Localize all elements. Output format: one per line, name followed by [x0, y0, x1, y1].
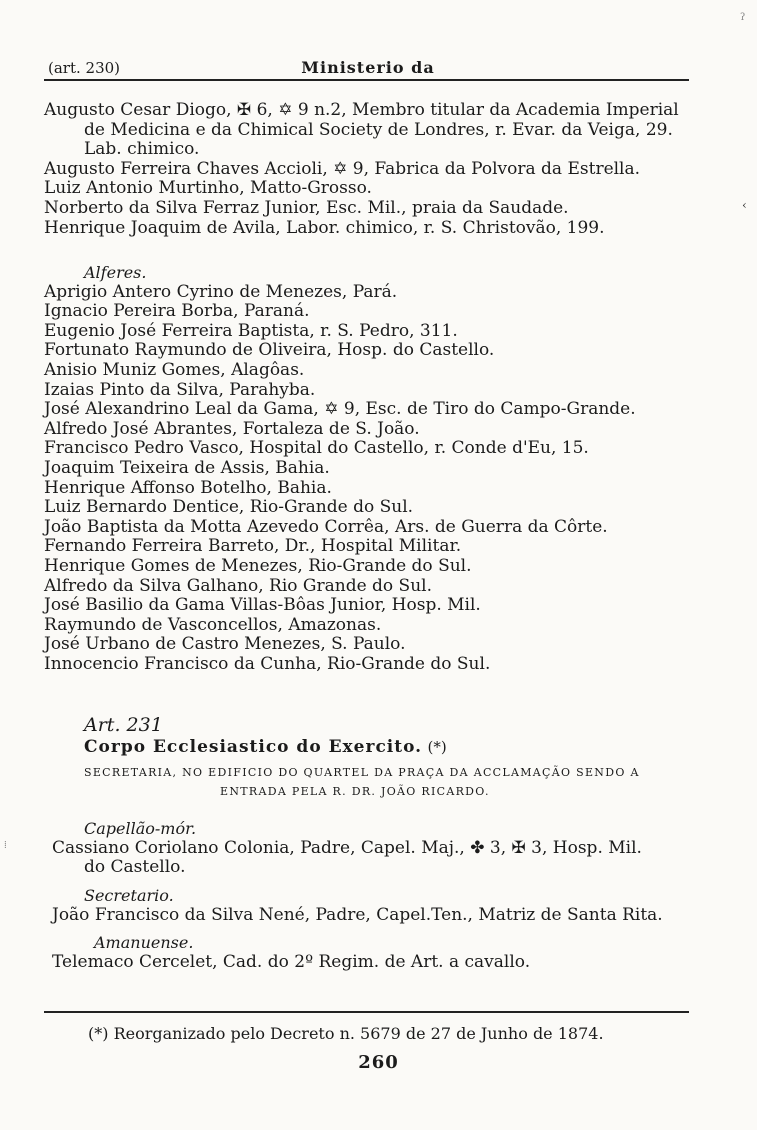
- alferes-entry: José Urbano de Castro Menezes, S. Paulo.: [44, 634, 406, 655]
- alferes-entry: Joaquim Teixeira de Assis, Bahia.: [44, 457, 330, 478]
- margin-mark: ⁞: [4, 840, 7, 851]
- alferes-entry: Fortunato Raymundo de Oliveira, Hosp. do Castello.: [44, 340, 495, 361]
- alferes-entry: Fernando Ferreira Barreto, Dr., Hospital Militar.: [44, 536, 462, 557]
- secretario-heading: Secretario.: [84, 885, 174, 905]
- alferes-entry: Henrique Gomes de Menezes, Rio-Grande do Sul.: [44, 555, 472, 576]
- footnote-marker: (*): [427, 737, 447, 756]
- margin-mark: ʔ: [740, 12, 746, 23]
- capellao-entry: Cassiano Coriolano Colonia, Padre, Capel. Maj., ✤ 3, ✠ 3, Hosp. Mil.: [52, 837, 642, 858]
- header-rule: [44, 79, 689, 81]
- corpo-heading-row: [44, 738, 694, 758]
- amanuense-heading: Amanuense.: [94, 933, 194, 953]
- header-article-ref: (art. 230): [48, 59, 121, 77]
- entry-line: Augusto Cesar Diogo, ✠ 6, ✡ 9 n.2, Membro titular da Academia Imperial: [44, 100, 679, 120]
- amanuense-entry: Telemaco Cercelet, Cad. do 2º Regim. de Art. a cavallo.: [52, 951, 531, 972]
- alferes-entry: Innocencio Francisco da Cunha, Rio-Grande do Sul.: [44, 653, 491, 674]
- section-entries: [44, 101, 694, 238]
- corpo-heading: Corpo Ecclesiastico do Exercito.: [84, 736, 423, 757]
- entry-line: de Medicina e da Chimical Society de Londres, r. Evar. da Veiga, 29.: [84, 119, 673, 140]
- secretario-entry: João Francisco da Silva Nené, Padre, Capel.Ten., Matriz de Santa Rita.: [52, 904, 663, 925]
- entry-line: Henrique Joaquim de Avila, Labor. chimico, r. S. Christovão, 199.: [44, 217, 605, 238]
- secretaria-address-line: ENTRADA PELA R. DR. JOÃO RICARDO.: [220, 785, 490, 799]
- entry-line: Augusto Ferreira Chaves Accioli, ✡ 9, Fabrica da Polvora da Estrella.: [44, 158, 641, 179]
- alferes-entry: Raymundo de Vasconcellos, Amazonas.: [44, 614, 382, 635]
- alferes-entry: José Basilio da Gama Villas-Bôas Junior, Hosp. Mil.: [44, 595, 481, 616]
- margin-mark: ‹: [742, 198, 747, 212]
- alferes-heading: Alferes.: [84, 263, 147, 282]
- alferes-entry: Aprigio Antero Cyrino de Menezes, Pará.: [44, 281, 398, 302]
- header-title: Ministerio da: [301, 58, 435, 77]
- alferes-entry: Alfredo José Abrantes, Fortaleza de S. João.: [44, 418, 420, 439]
- alferes-entry: José Alexandrino Leal da Gama, ✡ 9, Esc. de Tiro do Campo-Grande.: [44, 399, 636, 420]
- alferes-entry: Henrique Affonso Botelho, Bahia.: [44, 477, 332, 498]
- entry-line: Norberto da Silva Ferraz Junior, Esc. Mil., praia da Saudade.: [44, 197, 569, 218]
- footnote: (*) Reorganizado pelo Decreto n. 5679 de 27 de Junho de 1874.: [88, 1024, 604, 1043]
- page-number: 260: [358, 1052, 399, 1073]
- footnote-rule: [44, 1011, 689, 1013]
- alferes-entry: Alfredo da Silva Galhano, Rio Grande do Sul.: [44, 575, 432, 596]
- alferes-entry: Eugenio José Ferreira Baptista, r. S. Pedro, 311.: [44, 320, 458, 341]
- secretaria-address-line: SECRETARIA, NO EDIFICIO DO QUARTEL DA PRAÇA DA ACCLAMAÇÃO SENDO A: [84, 766, 640, 780]
- alferes-entry: Izaias Pinto da Silva, Parahyba.: [44, 379, 316, 400]
- running-header: [48, 59, 688, 81]
- alferes-entry: João Baptista da Motta Azevedo Corrêa, Ars. de Guerra da Côrte.: [44, 516, 608, 537]
- entry-line: Luiz Antonio Murtinho, Matto-Grosso.: [44, 178, 372, 199]
- capellao-entry-cont: do Castello.: [84, 857, 186, 878]
- article-number: Art. 231: [84, 714, 163, 736]
- alferes-entry: Anisio Muniz Gomes, Alagôas.: [44, 359, 305, 380]
- entry-line: Lab. chimico.: [84, 139, 200, 160]
- art-231-section: [44, 716, 694, 972]
- capellao-heading: Capellão-mór.: [84, 819, 197, 839]
- alferes-section: [44, 263, 694, 674]
- alferes-list: [44, 283, 694, 675]
- alferes-entry: Ignacio Pereira Borba, Paraná.: [44, 301, 310, 322]
- alferes-entry: Luiz Bernardo Dentice, Rio-Grande do Sul.: [44, 497, 414, 518]
- alferes-entry: Francisco Pedro Vasco, Hospital do Castello, r. Conde d'Eu, 15.: [44, 438, 589, 459]
